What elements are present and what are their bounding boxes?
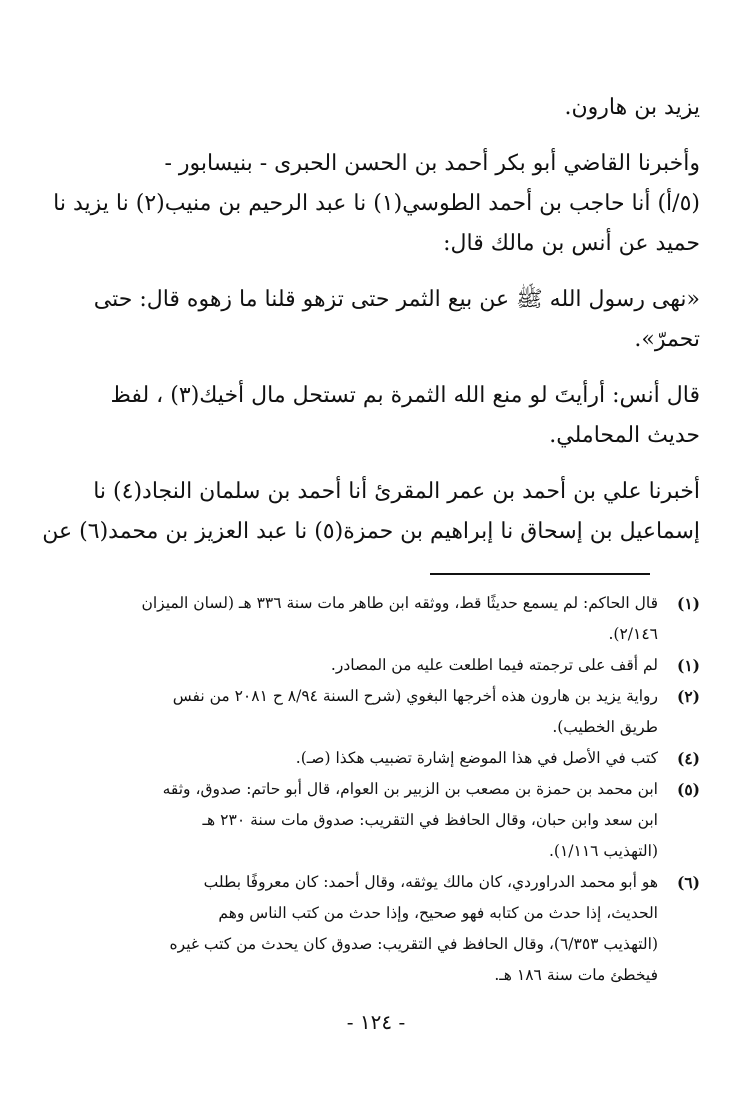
footnote-line: الحديث، إذا حدث من كتابه فهو صحيح، وإذا حدث من كتب الناس وهم (218, 904, 658, 922)
footnote-item (78, 588, 700, 650)
footnote-text (78, 743, 658, 774)
text-line: حميد عن أنس بن مالك قال: (443, 231, 700, 256)
footnote-line: طريق الخطيب). (552, 718, 658, 736)
footnote-line: لم أقف على ترجمته فيما اطلعت عليه من المصادر. (330, 656, 658, 674)
page-number: - ١٢٤ - (346, 1010, 406, 1034)
footnote-item (78, 681, 700, 743)
footnote-number: (٢) (676, 687, 700, 706)
footnote-number: (١) (676, 656, 700, 675)
main-text (42, 88, 700, 552)
text-line: وأخبرنا القاضي أبو بكر أحمد بن الحسن الحبرى - بنيسابور - (164, 151, 700, 176)
footnote-number: (١) (676, 594, 700, 613)
footnote-line: فيخطئ مات سنة ١٨٦ هـ. (494, 966, 658, 984)
footnote-item (78, 743, 700, 774)
text-line: «نهى رسول الله ﷺ عن بيع الثمر حتى تزهو قلنا ما زهوه قال: حتى (93, 287, 700, 312)
text-line: (٥/أ) أنا حاجب بن أحمد الطوسي(١) نا عبد الرحيم بن منيب(٢) نا يزيد نا (53, 191, 700, 216)
footnote-number: (٦) (676, 873, 700, 892)
footnote-separator (430, 573, 650, 575)
footnote-line: (التهذيب ٦/٣٥٣)، وقال الحافظ في التقريب: صدوق كان يحدث من كتب غيره (169, 935, 658, 953)
text-line: يزيد بن هارون. (564, 95, 700, 120)
footnote-text (78, 650, 658, 681)
footnote-text (78, 588, 658, 650)
footnote-line: رواية يزيد بن هارون هذه أخرجها البغوي (شرح السنة ٨/٩٤ ح ٢٠٨١ من نفس (172, 687, 658, 705)
text-line: حديث المحاملي. (549, 423, 700, 448)
footnote-line: ابن محمد بن حمزة بن مصعب بن الزبير بن العوام، قال أبو حاتم: صدوق، وثقه (162, 780, 658, 798)
footnote-line: ابن سعد وابن حبان، وقال الحافظ في التقريب: صدوق مات سنة ٢٣٠ هـ (202, 811, 658, 829)
text-line: إسماعيل بن إسحاق نا إبراهيم بن حمزة(٥) نا عبد العزيز بن محمد(٦) عن (42, 519, 700, 544)
text-line: أخبرنا علي بن أحمد بن عمر المقرئ أنا أحمد بن سلمان النجاد(٤) نا (93, 479, 700, 504)
footnote-number: (٥) (676, 780, 700, 799)
footnote-text (78, 681, 658, 743)
footnote-line: كتب في الأصل في هذا الموضع إشارة تضبيب هكذا (صـ). (295, 749, 658, 767)
footnote-item (78, 650, 700, 681)
footnote-item (78, 774, 700, 867)
text-line: قال أنس: أرأيتَ لو منع الله الثمرة بم تستحل مال أخيك(٣) ، لفظ (110, 383, 700, 408)
footnote-line: (التهذيب ١/١١٦). (548, 842, 658, 860)
footnotes (78, 588, 700, 991)
text-line: تحمرّ». (634, 327, 700, 352)
footnote-number: (٤) (676, 749, 700, 768)
footnote-text (78, 774, 658, 867)
footnote-line: ٢/١٤٦). (608, 625, 658, 643)
footnote-text (78, 867, 658, 991)
footnote-line: هو أبو محمد الدراوردي، كان مالك يوثقه، وقال أحمد: كان معروفًا بطلب (203, 873, 658, 891)
footnote-item (78, 867, 700, 991)
footnote-line: قال الحاكم: لم يسمع حديثًا قط، ووثقه ابن طاهر مات سنة ٣٣٦ هـ (لسان الميزان (141, 594, 658, 612)
